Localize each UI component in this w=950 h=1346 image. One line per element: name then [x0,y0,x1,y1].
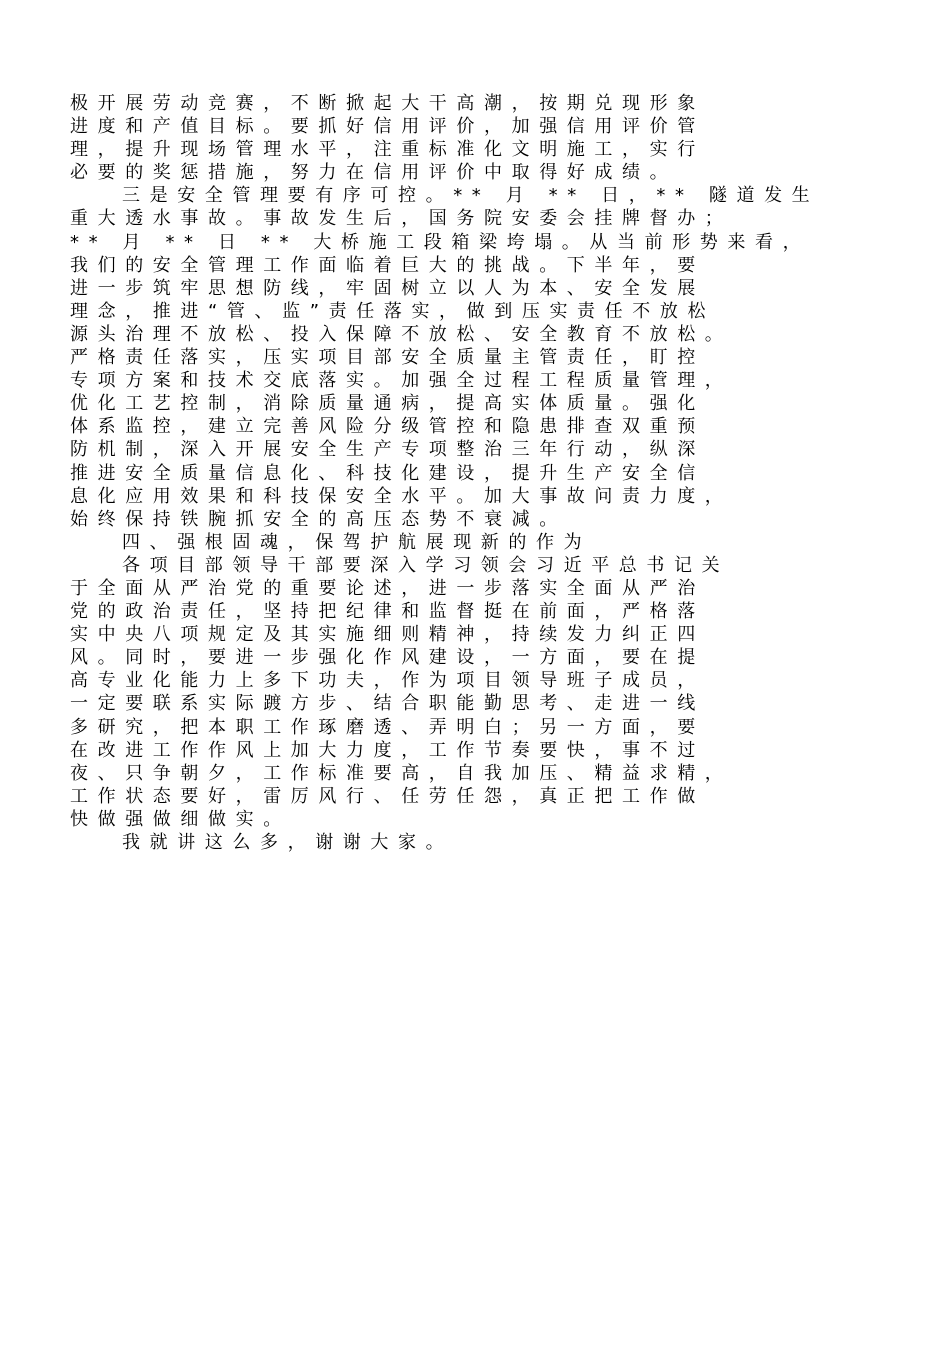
section-heading: 四、强根固魂，保驾护航展现新的作为 [122,531,592,553]
text-line: 各项目部领导干部要深入学习领会习近平总书记关 [122,554,730,576]
text-line: 进一步筑牢思想防线，牢固树立以人为本、安全发展 [70,277,705,299]
text-line: 极开展劳动竞赛，不断掀起大干高潮，按期兑现形象 [70,93,705,114]
text-line: 源头治理不放松、投入保障不放松、安全教育不放松。 [70,323,733,345]
text-line: 高专业化能力上多下功夫，作为项目领导班子成员， [70,670,705,692]
text-line: 防机制，深入开展安全生产专项整治三年行动，纵深 [70,439,705,461]
text-line: 于全面从严治党的重要论述，进一步落实全面从严治 [70,577,705,599]
text-line: 必要的奖惩措施，努力在信用评价中取得好成绩。 [70,162,678,184]
text-line: 多研究，把本职工作琢磨透、弄明白；另一方面，要 [70,716,705,738]
text-line: 风。同时，要进一步强化作风建设，一方面，要在提 [70,647,705,669]
text-line: 夜、只争朝夕，工作标准要高，自我加压、精益求精， [70,762,733,784]
speech-text [70,92,900,854]
closing-line: 我就讲这么多，谢谢大家。 [122,832,454,853]
text-line: 实中央八项规定及其实施细则精神，持续发力纠正四 [70,624,705,646]
text-line: 进度和产值目标。要抓好信用评价，加强信用评价管 [70,116,705,138]
text-line: 优化工艺控制，消除质量通病，提高实体质量。强化 [70,393,705,415]
text-line: 专项方案和技术交底落实。加强全过程工程质量管理， [70,370,733,392]
text-line: ** 月 ** 日 ** 大桥施工段箱梁垮塌。从当前形势来看， [70,231,811,253]
text-line: 严格责任落实，压实项目部安全质量主管责任，盯控 [70,347,705,369]
text-line: 三是安全管理要有序可控。** 月 ** 日，** 隧道发生 [122,185,820,207]
text-line: 推进安全质量信息化、科技化建设，提升生产安全信 [70,462,705,484]
text-line: 工作状态要好，雷厉风行、任劳任怨，真正把工作做 [70,785,705,807]
text-line: 始终保持铁腕抓安全的高压态势不衰减。 [70,508,567,530]
text-line: 体系监控，建立完善风险分级管控和隐患排查双重预 [70,416,705,438]
text-line: 一定要联系实际踱方步、结合职能勤思考、走进一线 [70,693,705,715]
text-line: 理念，推进“管、监”责任落实，做到压实责任不放松 [70,300,716,322]
text-line: 党的政治责任，坚持把纪律和监督挺在前面，严格落 [70,601,705,623]
text-line: 在改进工作作风上加大力度，工作节奏要快，事不过 [70,739,705,761]
text-line: 快做强做细做实。 [70,808,291,830]
text-line: 重大透水事故。事故发生后，国务院安委会挂牌督办； [70,208,733,230]
text-line: 理，提升现场管理水平，注重标准化文明施工，实行 [70,139,705,161]
text-line: 息化应用效果和科技保安全水平。加大事故问责力度， [70,485,733,507]
text-line: 我们的安全管理工作面临着巨大的挑战。下半年，要 [70,254,705,276]
